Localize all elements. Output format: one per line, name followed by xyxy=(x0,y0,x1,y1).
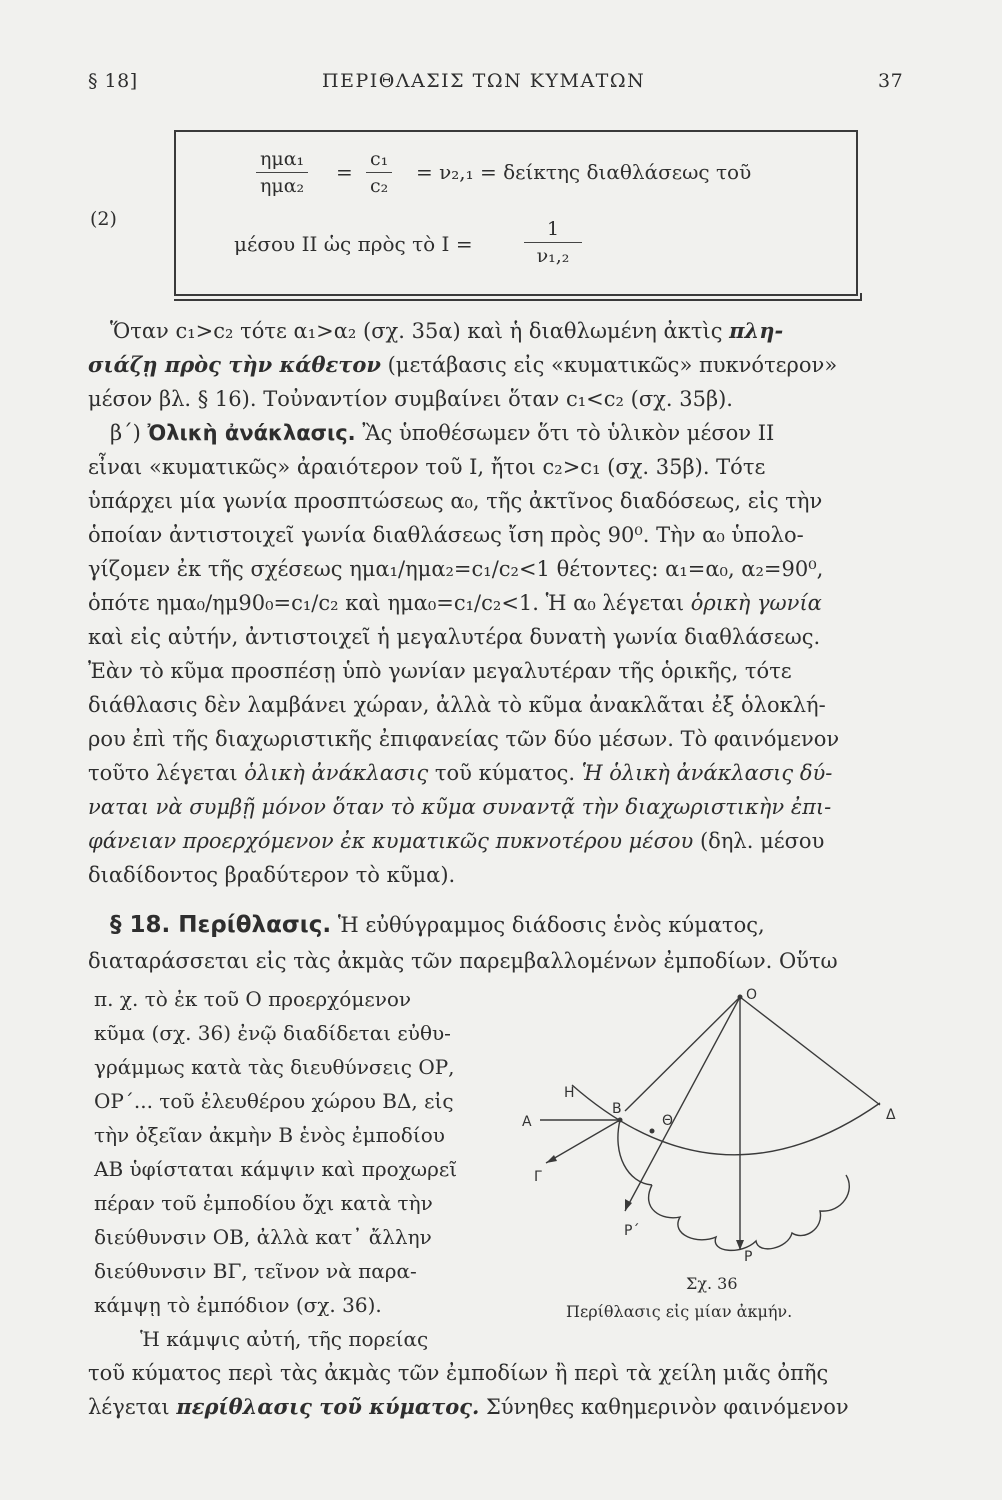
label-P-prime: P΄ xyxy=(624,1223,640,1239)
emphasis: περίθλασις τοῦ κύματος. xyxy=(176,1394,480,1419)
text-line xyxy=(110,420,774,446)
huygens-wavelets xyxy=(649,1175,850,1250)
equation-rest: = ν₂,₁ = δείκτης διαθλάσεως τοῦ xyxy=(416,160,752,184)
text-run: (μετάβασις εἰς «κυματικῶς» πυκνότερον» xyxy=(380,353,838,377)
text-line xyxy=(88,352,837,378)
text-line: κάμψῃ τὸ ἐμπόδιον (σχ. 36). xyxy=(94,1293,382,1317)
text-run: τοῦτο λέγεται xyxy=(88,761,245,785)
text-run: (δηλ. μέσου xyxy=(693,829,825,853)
fraction-numerator: ημα₁ xyxy=(256,148,308,173)
label-O: O xyxy=(746,987,758,1003)
text-line xyxy=(110,912,765,938)
fraction-numerator: 1 xyxy=(524,218,582,243)
fraction-sine xyxy=(256,148,308,197)
text-line: ὁποίαν ἀντιστοιχεῖ γωνία διαθλάσεως ἴση πρὸς 90⁰. Τὴν α₀ ὑπολο- xyxy=(88,523,804,547)
equals-sign: = xyxy=(336,160,353,184)
text-line xyxy=(88,590,822,616)
ray-OP-prime xyxy=(625,997,740,1211)
running-title: ΠΕΡΙΘΛΑΣΙΣ ΤΩΝ ΚΥΜΑΤΩΝ xyxy=(322,70,646,92)
ray-OB xyxy=(625,997,740,1111)
text-line: μέσον βλ. § 16). Τοὐναντίον συμβαίνει ὅταν c₁<c₂ (σχ. 35β). xyxy=(88,387,733,411)
section-title: § 18. Περίθλασις. xyxy=(110,912,332,938)
text-line: κῦμα (σχ. 36) ἐνῷ διαδίδεται εὐθυ- xyxy=(94,1021,451,1045)
text-line: ΟΡ΄... τοῦ ἐλευθέρου χώρου ΒΔ, εἰς xyxy=(94,1089,454,1113)
figure-caption: Περίθλασις εἰς μίαν ἀκμήν. xyxy=(566,1302,793,1321)
text-line: ΑΒ ὑφίσταται κάμψιν καὶ προχωρεῖ xyxy=(94,1157,458,1181)
text-run: ὁπότε ημα₀/ημ90₀=c₁/c₂ καὶ ημα₀=c₁/c₂<1. Ἡ α₀ λέγεται xyxy=(88,591,691,615)
arrow-head-G xyxy=(546,1155,557,1163)
text-line: τοῦ κύματος περὶ τὰς ἀκμὰς τῶν ἐμποδίων ἢ περὶ τὰ χείλη μιᾶς ὀπῆς xyxy=(88,1361,829,1385)
text-run: β΄) xyxy=(110,421,148,445)
text-line: Ἡ κάμψις αὐτή, τῆς πορείας xyxy=(140,1327,429,1351)
text-line: Ἐὰν τὸ κῦμα προσπέσῃ ὑπὸ γωνίαν μεγαλυτέραν τῆς ὁρικῆς, τότε xyxy=(88,659,792,683)
text-line: εἶναι «κυματικῶς» ἀραιότερον τοῦ Ι, ἤτοι c₂>c₁ (σχ. 35β). Τότε xyxy=(88,455,766,479)
ray-OD xyxy=(740,997,880,1105)
equation-box xyxy=(174,130,858,296)
fraction-numerator: c₁ xyxy=(366,148,392,173)
label-P: P xyxy=(744,1249,753,1265)
text-line: διεύθυνσιν ΒΓ, τεῖνον νὰ παρα- xyxy=(94,1259,417,1283)
figure-number: Σχ. 36 xyxy=(686,1274,738,1293)
label-Th: Θ xyxy=(662,1113,674,1129)
emphasis: ὁρικὴ γωνία xyxy=(690,591,822,615)
text-line: γράμμως κατὰ τὰς διευθύνσεις ΟΡ, xyxy=(94,1055,455,1079)
text-line: ναται νὰ συμβῇ μόνον ὅταν τὸ κῦμα συναντᾷ τὴν διαχωριστικὴν ἐπι- xyxy=(88,795,832,819)
text-line xyxy=(110,318,783,344)
emphasis: φάνειαν προερχόμενον ἐκ κυματικῶς πυκνοτέρου μέσου xyxy=(88,829,694,853)
text-run: τοῦ κύματος. xyxy=(428,761,582,785)
emphasis: πλη- xyxy=(729,318,784,343)
text-line: διαταράσσεται εἰς τὰς ἀκμὰς τῶν παρεμβαλλομένων ἐμποδίων. Οὕτω xyxy=(88,949,838,973)
equation-line2: μέσου ΙΙ ὡς πρὸς τὸ Ι = xyxy=(234,232,473,256)
text-run: Ὅταν c₁>c₂ τότε α₁>α₂ (σχ. 35α) καὶ ἡ διαθλωμένη ἀκτὶς xyxy=(110,319,730,343)
label-B: B xyxy=(612,1101,622,1117)
text-run: λέγεται xyxy=(88,1395,177,1419)
text-line: διαδίδοντος βραδύτερον τὸ κῦμα). xyxy=(88,863,456,887)
text-line xyxy=(88,760,832,786)
fraction-denominator: c₂ xyxy=(370,175,389,197)
section-ref: § 18] xyxy=(88,70,138,92)
text-line xyxy=(88,828,824,854)
text-line xyxy=(88,1394,849,1420)
text-run: Σύνηθες καθημερινὸν φαινόμενον xyxy=(479,1395,849,1419)
text-run: Ἂς ὑποθέσωμεν ὅτι τὸ ὑλικὸν μέσον ΙΙ xyxy=(355,421,775,445)
text-line: διεύθυνσιν ΟΒ, ἀλλὰ κατ᾽ ἄλλην xyxy=(94,1225,432,1249)
label-H: H xyxy=(564,1085,575,1101)
equation-box-shadow xyxy=(174,293,862,301)
label-G: Γ xyxy=(534,1169,542,1185)
emphasis: ὁλικὴ ἀνάκλασις xyxy=(244,761,429,785)
fraction-speed xyxy=(366,148,392,197)
text-line: καὶ εἰς αὐτήν, ἀντιστοιχεῖ ἡ μεγαλυτέρα δυνατὴ γωνία διαθλάσεως. xyxy=(88,625,821,649)
fraction-denominator: ημα₂ xyxy=(260,175,305,197)
ray-BG xyxy=(546,1120,620,1163)
text-line: γίζομεν ἐκ τῆς σχέσεως ημα₁/ημα₂=c₁/c₂<1 θέτοντες: α₁=α₀, α₂=90⁰, xyxy=(88,557,824,581)
fraction-inverse xyxy=(524,218,582,267)
text-line: πέραν τοῦ ἐμποδίου ὄχι κατὰ τὴν xyxy=(94,1191,433,1215)
emphasis: Ἡ ὁλικὴ ἀνάκλασις δύ- xyxy=(581,761,833,785)
text-line: διάθλασις δὲν λαμβάνει χώραν, ἀλλὰ τὸ κῦμα ἀνακλᾶται ἐξ ὁλοκλή- xyxy=(88,693,826,717)
emphasis: σιάζῃ πρὸς τὴν κάθετον xyxy=(88,352,381,377)
text-run: Ἡ εὐθύγραμμος διάδοσις ἑνὸς κύματος, xyxy=(331,913,765,937)
subsection-title: Ὀλικὴ ἀνάκλασις. xyxy=(147,421,356,445)
text-line: π. χ. τὸ ἐκ τοῦ Ο προερχόμενον xyxy=(94,987,412,1011)
diffraction-figure xyxy=(520,985,920,1285)
text-line: ὑπάρχει μία γωνία προσπτώσεως α₀, τῆς ἀκτῖνος διαδόσεως, εἰς τὴν xyxy=(88,489,823,513)
text-line: τὴν ὀξεῖαν ἀκμὴν Β ἑνὸς ἐμποδίου xyxy=(94,1123,445,1147)
equation-number: (2) xyxy=(90,208,117,230)
text-line: ρου ἐπὶ τῆς διαχωριστικῆς ἐπιφανείας τῶν δύο μέσων. Τὸ φαινόμενον xyxy=(88,727,840,751)
label-A: A xyxy=(522,1114,532,1130)
page-number: 37 xyxy=(878,70,904,92)
fraction-denominator: ν₁,₂ xyxy=(536,245,570,267)
label-D: Δ xyxy=(886,1107,896,1123)
